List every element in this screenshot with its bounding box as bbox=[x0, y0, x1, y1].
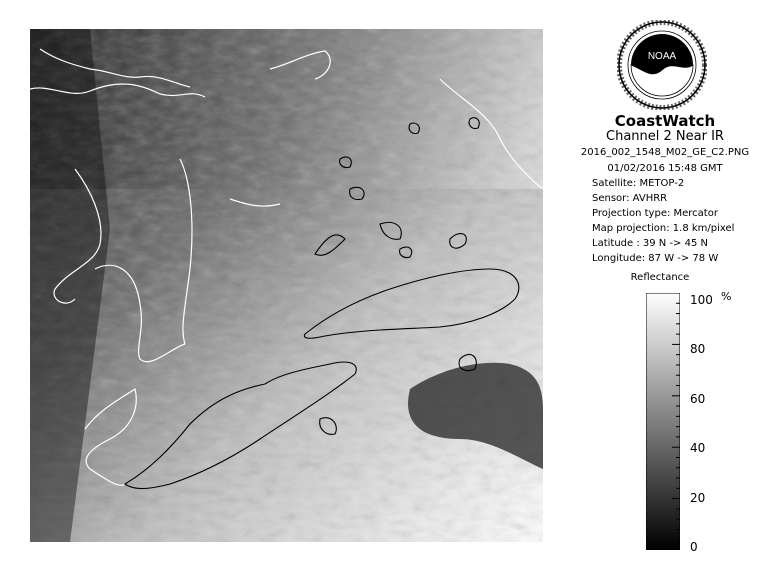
noaa-logo bbox=[617, 20, 707, 110]
legend-title: Reflectance bbox=[630, 272, 690, 283]
satellite: Satellite: METOP-2 bbox=[592, 178, 685, 189]
legend-tick-label: 80 bbox=[690, 342, 706, 357]
datetime: 01/02/2016 15:48 GMT bbox=[607, 163, 723, 174]
legend-tick-label: 0 bbox=[690, 540, 698, 554]
legend-tick-label: 100 bbox=[690, 293, 713, 307]
filename: 2016_002_1548_M02_GE_C2.PNG bbox=[580, 147, 750, 158]
legend-tick-label: 20 bbox=[690, 490, 706, 505]
satellite-image bbox=[30, 29, 543, 542]
projection-type: Projection type: Mercator bbox=[592, 208, 718, 219]
map-projection: Map projection: 1.8 km/pixel bbox=[592, 223, 735, 234]
sensor: Sensor: AVHRR bbox=[592, 193, 668, 204]
reflectance-colorbar bbox=[646, 293, 680, 550]
longitude-range: Longitude: 87 W -> 78 W bbox=[592, 253, 719, 264]
latitude-range: Latitude : 39 N -> 45 N bbox=[592, 238, 708, 249]
product-title: CoastWatch bbox=[614, 112, 716, 130]
logo-text: NOAA bbox=[647, 51, 677, 62]
legend-unit: % bbox=[721, 290, 732, 303]
legend-tick-label: 40 bbox=[690, 441, 706, 456]
channel-label: Channel 2 Near IR bbox=[606, 129, 724, 144]
legend-tick-label: 60 bbox=[690, 391, 706, 406]
